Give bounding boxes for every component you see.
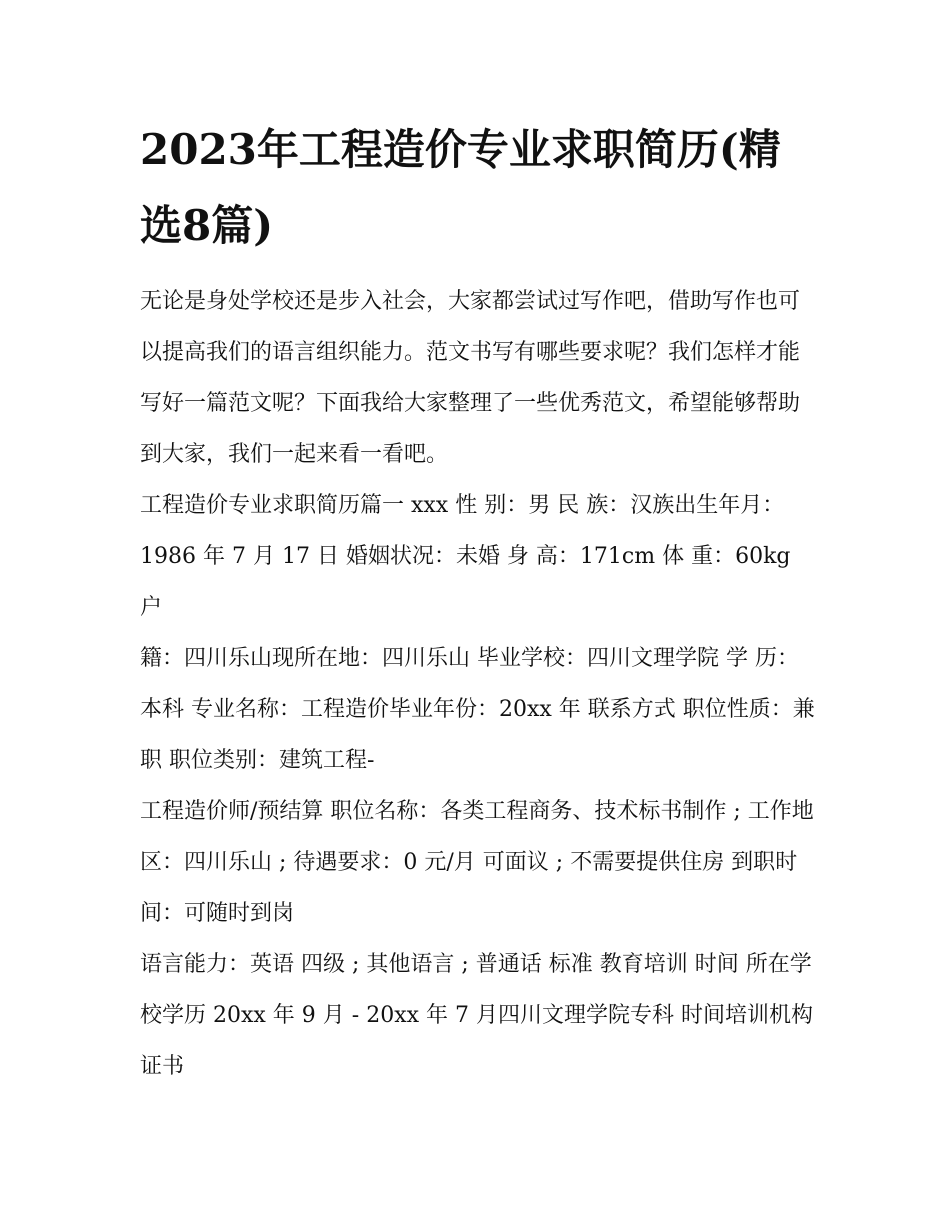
- intro-paragraph: 无论是身处学校还是步入社会，大家都尝试过写作吧，借助写作也可以提高我们的语言组织能力。范文书写有哪些要求呢？我们怎样才能写好一篇范文呢？下面我给大家整理了一些优秀范文，希望能够帮助到大家，我们一起来看一看吧。: [140, 289, 801, 467]
- job-intention-paragraph: 工程造价师/预结算 职位名称：各类工程商务、技术标书制作 ; 工作地区：四川乐山 ; 待遇要求：0 元/月 可面议 ; 不需要提供住房 到职时间：可随时到岗: [140, 799, 814, 926]
- language-education-paragraph: 语言能力：英语 四级 ; 其他语言 ; 普通话 标准 教育培训 时间 所在学校学历 20xx 年 9 月 - 20xx 年 7 月四川文理学院专科 时间培训机构证书: [140, 952, 813, 1079]
- document-title: 2023年工程造价专业求职简历(精选8篇): [140, 125, 781, 250]
- education-info-paragraph: 籍：四川乐山现所在地：四川乐山 毕业学校：四川文理学院 学 历：本科 专业名称：工程造价毕业年份：20xx 年 联系方式 职位性质：兼 职 职位类别：建筑工程-: [140, 646, 815, 773]
- document-body: [140, 276, 816, 1092]
- personal-info-paragraph: 工程造价专业求职简历篇一 xxx 性 别：男 民 族：汉族出生年月：1986 年 7 月 17 日 婚姻状况：未婚 身 高：171cm 体 重：60kg 户: [140, 493, 791, 620]
